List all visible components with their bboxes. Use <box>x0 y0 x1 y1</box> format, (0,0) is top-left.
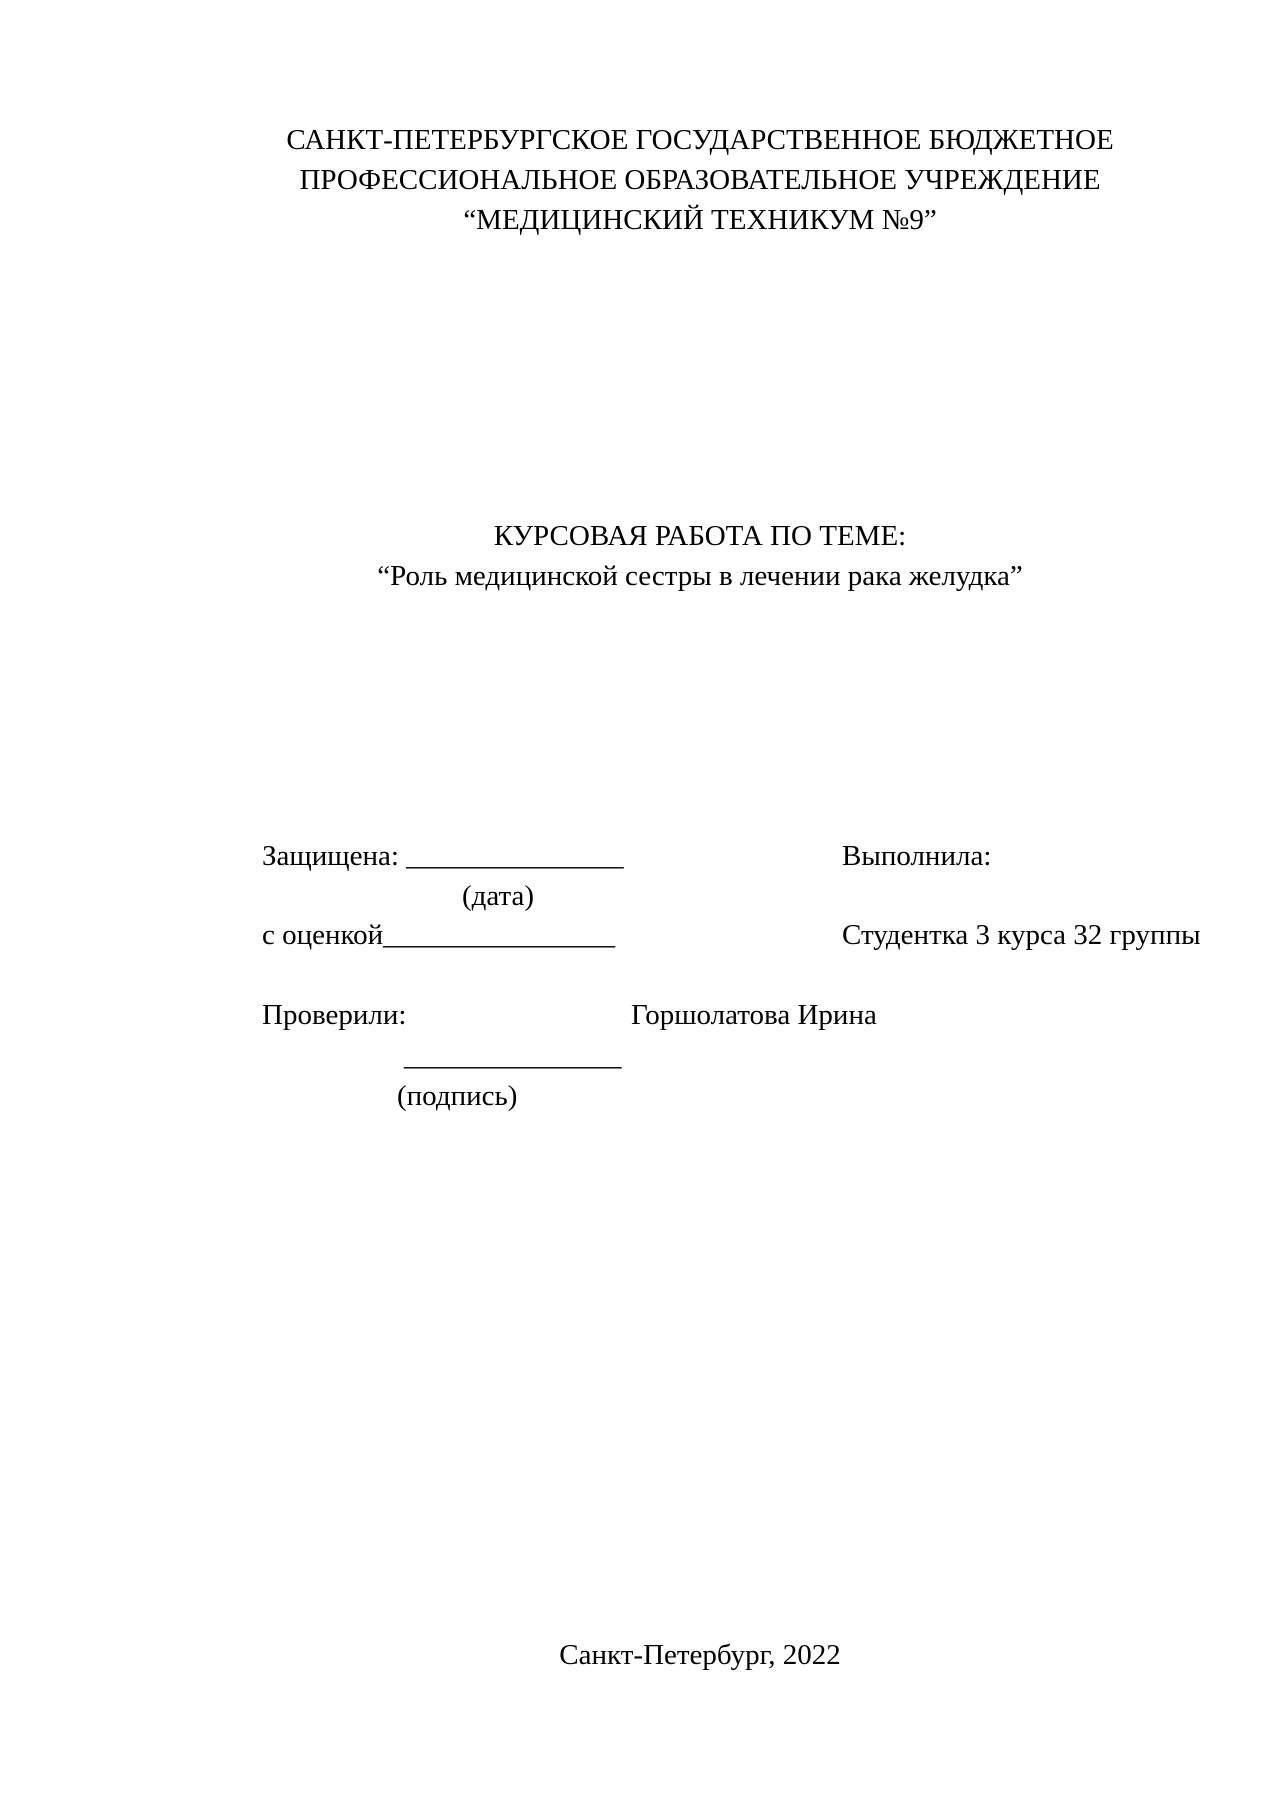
institution-header-line-1: САНКТ-ПЕТЕРБУРГСКОЕ ГОСУДАРСТВЕННОЕ БЮДЖЕТНОЕ <box>286 124 1114 156</box>
performed-label: Выполнила: <box>842 840 992 872</box>
student-info: Студентка 3 курса 32 группы <box>842 919 1201 951</box>
city-year: Санкт-Петербург, 2022 <box>559 1639 841 1671</box>
checked-label: Проверили: <box>262 999 407 1031</box>
institution-header-line-2: ПРОФЕССИОНАЛЬНОЕ ОБРАЗОВАТЕЛЬНОЕ УЧРЕЖДЕНИЕ <box>299 164 1101 196</box>
coursework-title: КУРСОВАЯ РАБОТА ПО ТЕМЕ: <box>493 520 907 552</box>
signature-hint: (подпись) <box>397 1080 518 1112</box>
signature-line: _______________ <box>404 1040 622 1072</box>
coursework-topic: “Роль медицинской сестры в лечении рака желудка” <box>377 560 1023 592</box>
grade-label: с оценкой________________ <box>262 919 616 951</box>
institution-header-line-3: “МЕДИЦИНСКИЙ ТЕХНИКУМ №9” <box>463 204 937 236</box>
student-name: Горшолатова Ирина <box>631 999 877 1031</box>
protected-label: Защищена: _______________ <box>262 840 624 872</box>
date-hint: (дата) <box>462 880 535 912</box>
